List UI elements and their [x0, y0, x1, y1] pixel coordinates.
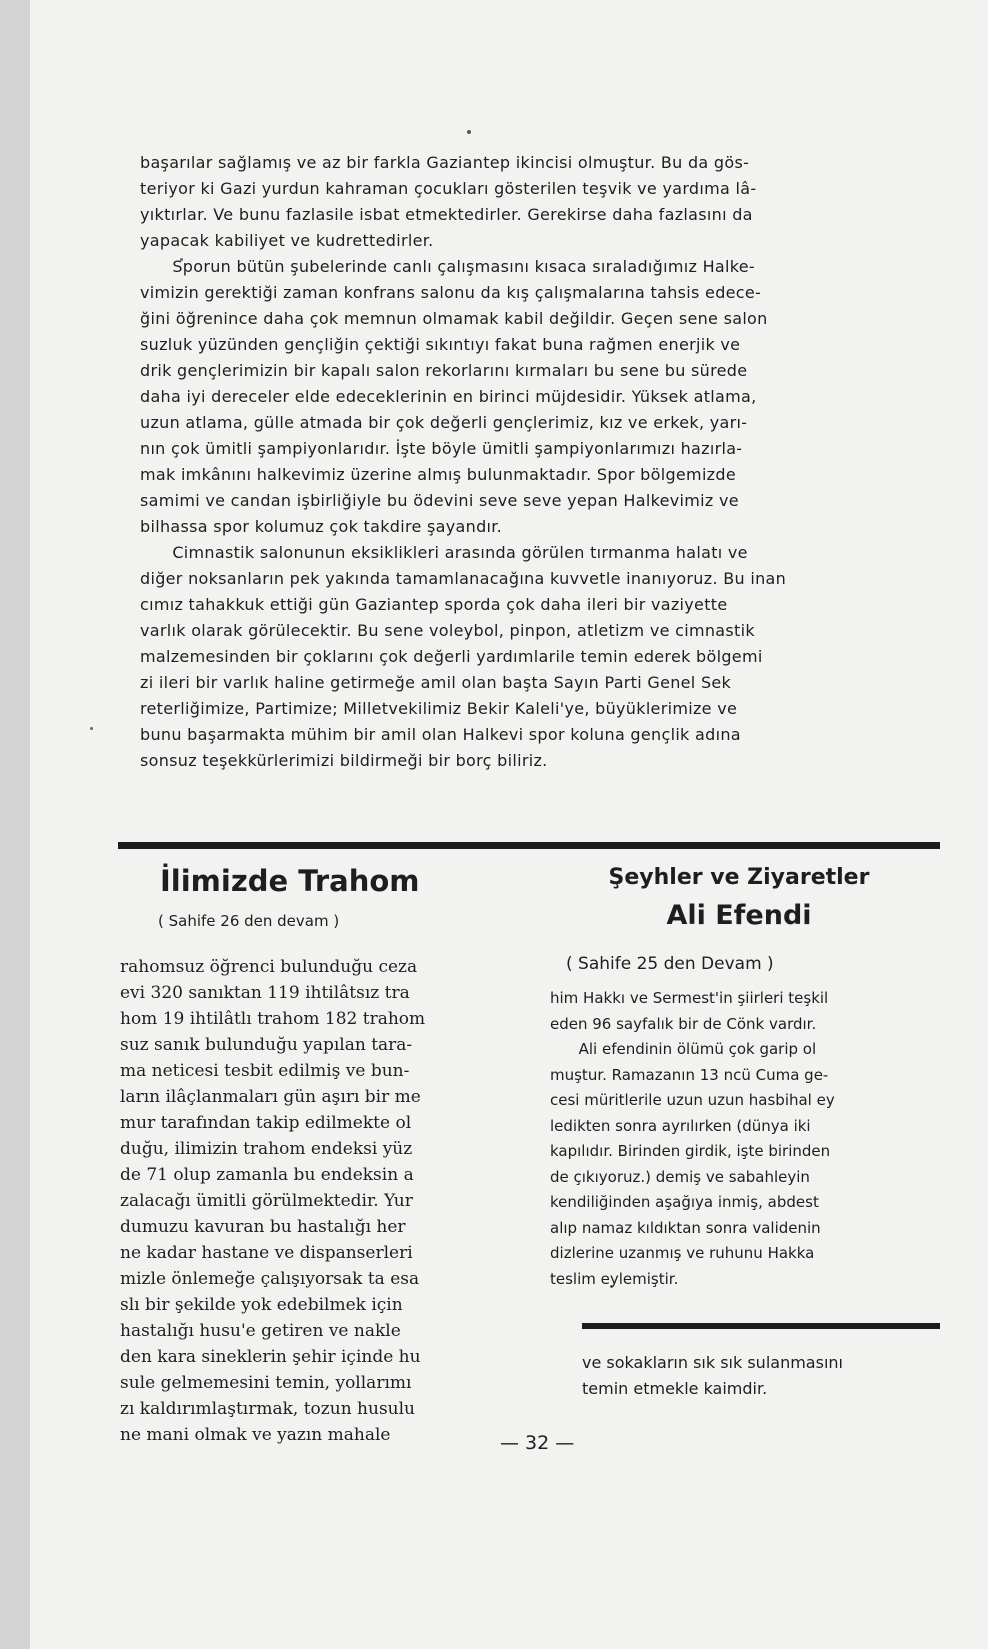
text-line: başarılar sağlamış ve az bir farkla Gaziantep ikincisi olmuştur. Bu da gös-	[140, 153, 750, 172]
text-line: drik gençlerimizin bir kapalı salon rekorlarını kırmaları bu sene bu sürede	[140, 361, 748, 380]
left-article-continuation	[582, 1350, 942, 1402]
text-line: him Hakkı ve Sermest'in şiirleri teşkil	[550, 989, 829, 1007]
text-line: de çıkıyoruz.) demiş ve sabahleyin	[550, 1167, 810, 1186]
text-line: sonsuz teşekkürlerimizi bildirmeği bir borç biliriz.	[140, 751, 548, 770]
text-line: vimizin gerektiği zaman konfrans salonu da kış çalışmalarına tahsis edece-	[140, 283, 762, 302]
text-line: sule gelmemesini temin, yollarımı	[120, 1373, 412, 1393]
text-line: Ali efendinin ölümü çok garip ol	[550, 1040, 817, 1058]
article-title-name: Ali Efendi	[666, 900, 812, 931]
text-line: cesi müritlerile uzun uzun hasbihal ey	[550, 1091, 835, 1109]
text-line: yıktırlar. Ve bunu fazlasile isbat etmektedirler. Gerekirse daha fazlasını da	[140, 205, 753, 224]
text-line: temin etmekle kaimdir.	[582, 1379, 768, 1398]
text-line: ledikten sonra ayrılırken (dünya iki	[550, 1116, 811, 1135]
text-line: daha iyi dereceler elde edeceklerinin en birinci müjdesidir. Yüksek atlama,	[140, 387, 757, 406]
article-body	[120, 954, 530, 1448]
text-line: hom 19 ihtilâtlı trahom 182 trahom	[120, 1009, 426, 1029]
text-line: zı kaldırımlaştırmak, tozun husulu	[120, 1399, 416, 1419]
article-body	[538, 986, 940, 1292]
text-line: alıp namaz kıldıktan sonra validenin	[550, 1218, 821, 1237]
text-line: den kara sineklerin şehir içinde hu	[120, 1347, 421, 1367]
text-line: dizlerine uzanmış ve ruhunu Hakka	[550, 1244, 815, 1262]
section-divider	[118, 842, 940, 849]
text-line: hastalığı husu'e getiren ve nakle	[120, 1321, 401, 1341]
article-subtitle: ( Sahife 26 den devam )	[158, 912, 340, 930]
text-line: nın çok ümitli şampiyonlarıdır. İşte böyle ümitli şampiyonlarımızı hazırla-	[140, 439, 743, 458]
text-line: teslim eylemiştir.	[550, 1269, 679, 1288]
text-line: malzemesinden bir çoklarını çok değerli yardımlarile temin ederek bölgemi	[140, 647, 763, 666]
article-title: Şeyhler ve Ziyaretler	[608, 865, 870, 890]
text-line: mizle önlemeğe çalışıyorsak ta esa	[120, 1269, 420, 1289]
text-line: bunu başarmakta mühim bir amil olan Halkevi spor koluna gençlik adına	[140, 725, 741, 744]
text-line: kendiliğinden aşağıya inmiş, abdest	[550, 1193, 819, 1211]
text-line: teriyor ki Gazi yurdun kahraman çocukları gösterilen teşvik ve yardıma lâ-	[140, 179, 757, 198]
text-line: rahomsuz öğrenci bulunduğu ceza	[120, 957, 418, 977]
text-line: varlık olarak görülecektir. Bu sene voleybol, pinpon, atletizm ve cimnastik	[140, 621, 755, 640]
article-subtitle: ( Sahife 25 den Devam )	[566, 954, 774, 974]
left-article	[120, 860, 530, 1448]
text-line: samimi ve candan işbirliğiyle bu ödevini seve seve yepan Halkevimiz ve	[140, 491, 739, 510]
text-line: uzun atlama, gülle atmada bir çok değerli gençlerimiz, kız ve erkek, yarı-	[140, 413, 748, 432]
document-page	[30, 0, 988, 1649]
right-article	[538, 860, 940, 1292]
intro-paragraphs	[140, 150, 940, 774]
text-line: diğer noksanların pek yakında tamamlanacağına kuvvetle inanıyoruz. Bu inan	[140, 569, 787, 588]
text-line: suzluk yüzünden gençliğin çektiği sıkıntıyı fakat buna rağmen enerjik ve	[140, 335, 741, 354]
text-line: mak imkânını halkevimiz üzerine almış bulunmaktadır. Spor bölgemizde	[140, 465, 736, 484]
text-line: ğini öğrenince daha çok memnun olmamak kabil değildir. Geçen sene salon	[140, 309, 768, 328]
text-line: reterliğimize, Partimize; Milletvekilimiz Bekir Kaleli'ye, büyüklerimize ve	[140, 699, 738, 718]
text-line: suz sanık bulunduğu yapılan tara-	[120, 1035, 413, 1055]
text-line: ne mani olmak ve yazın mahale	[120, 1425, 391, 1445]
text-line: muştur. Ramazanın 13 ncü Cuma ge-	[550, 1065, 829, 1084]
text-line: eden 96 sayfalık bir de Cönk vardır.	[550, 1014, 817, 1033]
text-line: Cimnastik salonunun eksiklikleri arasında görülen tırmanma halatı ve	[140, 543, 748, 562]
text-line: ne kadar hastane ve dispanserleri	[120, 1243, 413, 1263]
text-line: slı bir şekilde yok edebilmek için	[120, 1295, 403, 1315]
text-line: zalacağı ümitli görülmektedir. Yur	[120, 1191, 413, 1211]
text-line: mur tarafından takip edilmekte ol	[120, 1113, 412, 1133]
article-title: İlimizde Trahom	[160, 864, 420, 898]
text-line: ma neticesi tesbit edilmiş ve bun-	[120, 1061, 410, 1081]
text-line: bilhassa spor kolumuz çok takdire şayandır.	[140, 517, 503, 536]
page-number: — 32 —	[500, 1432, 575, 1454]
text-line: ve sokakların sık sık sulanmasını	[582, 1353, 843, 1372]
text-line: de 71 olup zamanla bu endeksin a	[120, 1165, 414, 1185]
text-line: kapılıdır. Birinden girdik, işte birinden	[550, 1142, 831, 1160]
text-line: duğu, ilimizin trahom endeksi yüz	[120, 1139, 413, 1159]
text-line: yapacak kabiliyet ve kudrettedirler.	[140, 231, 434, 250]
ink-dot	[467, 130, 471, 134]
ink-speck	[90, 727, 93, 730]
text-line: evi 320 sanıktan 119 ihtilâtsız tra	[120, 983, 410, 1003]
text-line: Sporun bütün şubelerinde canlı çalışmasını kısaca sıraladığımız Halke-	[140, 257, 755, 276]
text-line: ların ilâçlanmaları gün aşırı bir me	[120, 1087, 421, 1107]
column-divider	[582, 1323, 940, 1329]
text-line: dumuzu kavuran bu hastalığı her	[120, 1217, 406, 1237]
text-line: zi ileri bir varlık haline getirmeğe amil olan başta Sayın Parti Genel Sek	[140, 673, 732, 692]
text-line: cımız tahakkuk ettiği gün Gaziantep sporda çok daha ileri bir vaziyette	[140, 595, 728, 614]
